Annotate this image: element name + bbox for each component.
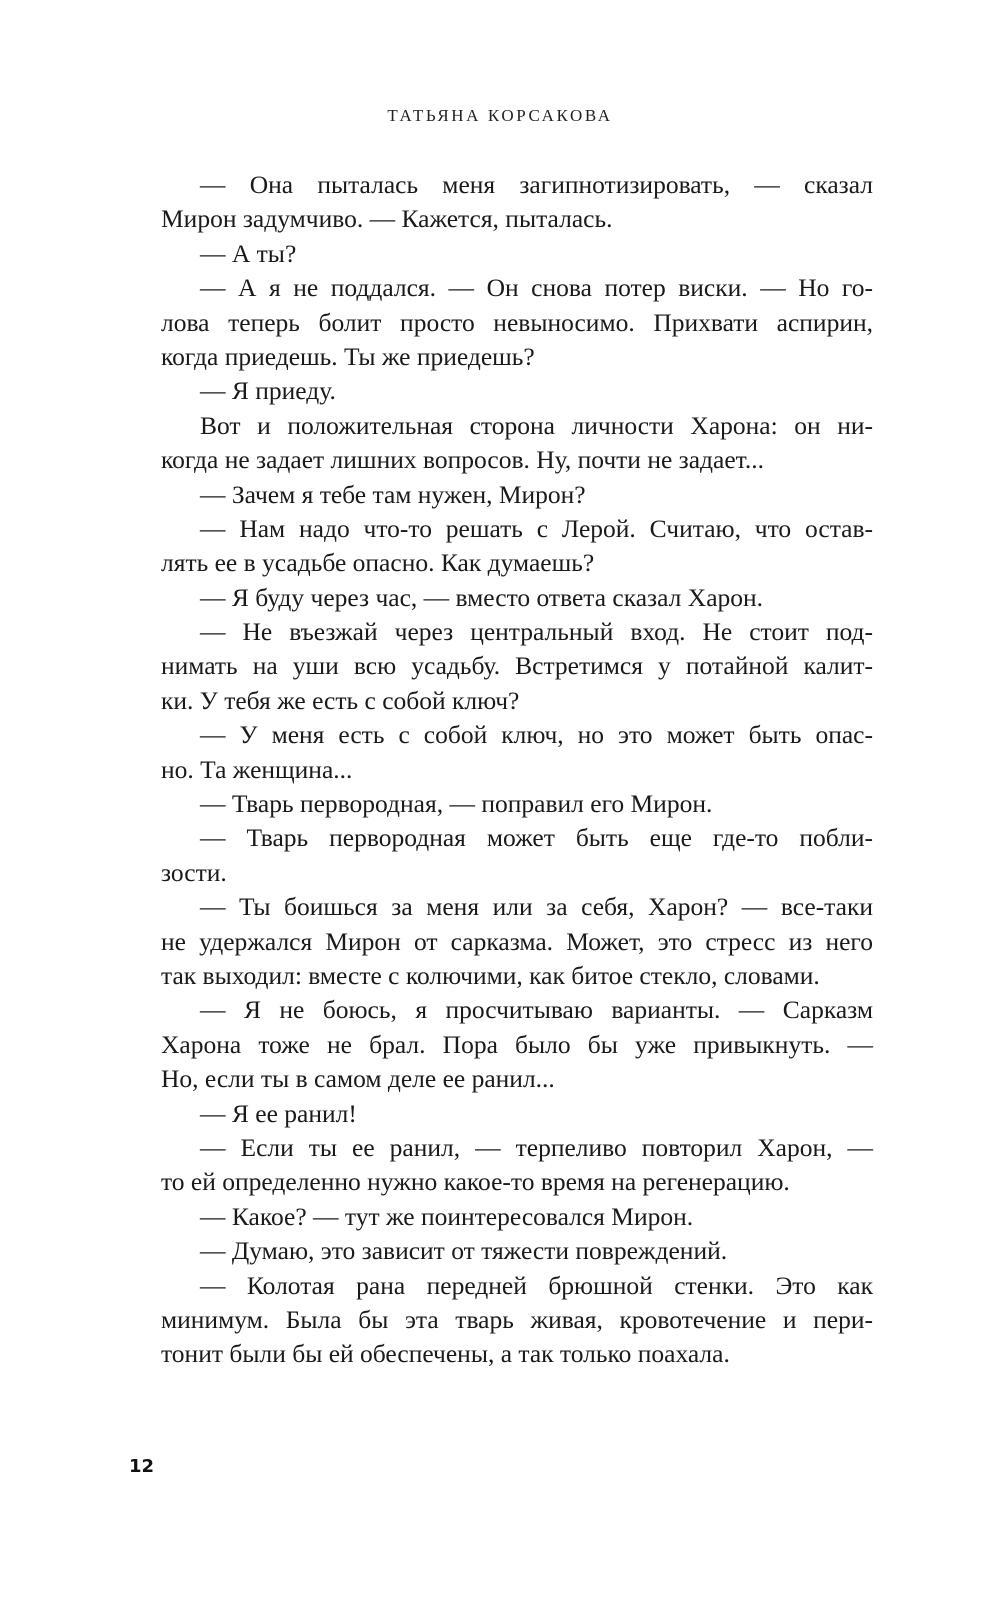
- text-line: — У меня есть с собой ключ, но это может быть опас-: [200, 720, 873, 750]
- text-line: — Я буду через час, — вместо ответа сказал Харон.: [200, 582, 764, 612]
- text-line: так выходил: вместе с колючими, как битое стекло, словами.: [161, 960, 820, 990]
- text-line: лять ее в усадьбе опасно. Как думаешь?: [161, 548, 595, 578]
- text-line: ки. У тебя же есть с собой ключ?: [161, 685, 520, 715]
- text-line: когда не задает лишних вопросов. Ну, почти не задает...: [161, 445, 765, 475]
- text-line: — Думаю, это зависит от тяжести повреждений.: [200, 1236, 728, 1266]
- text-line: — Колотая рана передней брюшной стенки. Это как: [200, 1270, 873, 1300]
- text-line: — Ты боишься за меня или за себя, Харон? — все-таки: [200, 892, 873, 922]
- text-line: — Не въезжай через центральный вход. Не стоит под-: [200, 617, 873, 647]
- text-line: нимать на уши всю усадьбу. Встретимся у потайной калит-: [161, 651, 873, 681]
- text-line: не удержался Мирон от сарказма. Может, это стресс из него: [161, 926, 873, 956]
- text-line: Харона тоже не брал. Пора было бы уже привыкнуть. —: [161, 1029, 873, 1059]
- text-line: — Тварь первородная может быть еще где-то побли-: [200, 823, 873, 853]
- running-head: ТАТЬЯНА КОРСАКОВА: [387, 106, 613, 125]
- text-line: — А ты?: [200, 238, 297, 268]
- text-line: Вот и положительная сторона личности Харона: он ни-: [200, 410, 873, 440]
- text-line: Мирон задумчиво. — Кажется, пыталась.: [161, 204, 613, 234]
- text-line: зости.: [161, 857, 227, 887]
- text-line: — Зачем я тебе там нужен, Мирон?: [200, 479, 586, 509]
- page-number: 12: [129, 1456, 155, 1477]
- text-line: — А я не поддался. — Он снова потер виски. — Но го-: [200, 273, 873, 303]
- text-line: — Если ты ее ранил, — терпеливо повторил Харон, —: [200, 1132, 873, 1162]
- text-line: — Я ее ранил!: [200, 1098, 357, 1128]
- text-line: — Нам надо что-то решать с Лерой. Считаю, что остав-: [200, 513, 873, 543]
- text-line: когда приедешь. Ты же приедешь?: [161, 341, 535, 371]
- text-line: — Она пыталась меня загипнотизировать, — сказал: [200, 170, 873, 199]
- text-line: — Какое? — тут же поинтересовался Мирон.: [200, 1201, 694, 1231]
- text-line: минимум. Была бы эта тварь живая, кровотечение и пери-: [161, 1304, 873, 1334]
- text-line: Но, если ты в самом деле ее ранил...: [161, 1064, 555, 1094]
- text-line: тонит были бы ей обеспечены, а так только поахала.: [161, 1339, 730, 1369]
- text-line: то ей определенно нужно какое-то время на регенерацию.: [161, 1167, 790, 1197]
- text-line: — Тварь первородная, — поправил его Мирон.: [200, 789, 713, 819]
- text-line: — Я приеду.: [200, 376, 336, 406]
- body-text: [161, 168, 873, 1372]
- text-line: но. Та женщина...: [161, 754, 353, 784]
- text-line: лова теперь болит просто невыносимо. Прихвати аспирин,: [161, 307, 873, 337]
- text-line: — Я не боюсь, я просчитываю варианты. — Сарказм: [200, 995, 873, 1025]
